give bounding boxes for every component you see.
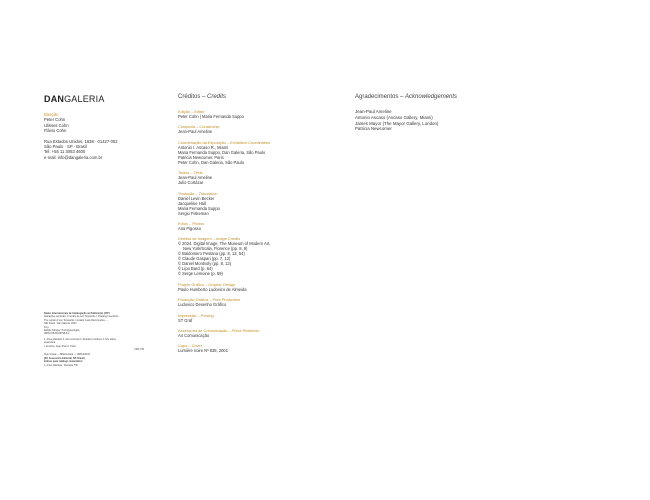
credit-line: Sergio Fiskeman	[178, 210, 209, 216]
credit-line: Peter Cohn | Maria Fernanda Suppo	[178, 114, 244, 119]
credit-label-pt: Tradução	[178, 190, 195, 196]
acknowledgements-list	[355, 109, 555, 132]
credit-label-en: Printing	[200, 312, 214, 318]
gallery-info	[44, 94, 164, 160]
credit-section	[178, 140, 328, 165]
credit-line: © Lipo Bard (p. 64)	[178, 266, 213, 272]
acknowledgements-column	[355, 94, 555, 132]
credit-label-en: Editor	[194, 109, 205, 114]
address-line: e-mail: info@dangaleria.com.br	[44, 154, 103, 160]
director-name: Ulisses Cohn	[44, 122, 69, 128]
credit-label-pt: Impressão	[178, 312, 197, 318]
cip-line: Sumi Costa — Bibliotecária — CRB-8/3013	[44, 353, 90, 357]
acknowledgement-line: Patricia Newcomer	[355, 126, 392, 132]
cip-line: americana	[44, 341, 56, 345]
credit-line: © Daniel Montvoly (pp. 8, 13)	[178, 261, 232, 267]
credit-label-pt: Direitos de Imagem	[178, 236, 212, 242]
acknowledgement-line: Jean-Paul Ameline	[355, 109, 392, 114]
credit-section	[178, 313, 328, 323]
credit-line: Ludovico Desenho Gráfico	[178, 302, 227, 308]
credit-section	[178, 343, 328, 353]
credit-line: A4 Comunicação	[178, 332, 210, 338]
credit-section	[178, 191, 328, 216]
credit-label-en: Curatorship	[199, 124, 220, 130]
credit-line: Antonio I. Ascaso R., Miami	[178, 144, 229, 150]
credit-line: Lumière noire Nº 838, 2001	[178, 348, 228, 354]
logo-bold: DAN	[44, 94, 65, 104]
cip-line: (SC Assessoria Editorial, SP, Brasil)	[44, 356, 85, 360]
credit-label-pt: Capa	[178, 343, 188, 349]
credit-line: Jean-Paul Ameline	[178, 129, 213, 135]
acknowledgement-line: James Mayor (The Mayor Gallery, London)	[355, 120, 439, 126]
gallery-address	[44, 139, 164, 161]
credit-label-en: Graphic Design	[208, 281, 236, 287]
gallery-logo	[44, 94, 164, 104]
credit-line: New York/Scala, Florence (pp. 8, 9)	[183, 246, 248, 252]
credit-label-en: Cover	[191, 343, 203, 349]
credit-line: Julio Cortázar	[178, 180, 204, 186]
credit-line: Jean-Paul Ameline	[178, 175, 213, 181]
cip-line: 64 p.	[44, 325, 50, 329]
credit-label-pt: Projeto Gráfico	[178, 281, 204, 287]
credit-label-pt: Fotos	[178, 220, 188, 226]
director-name: Flávio Cohn	[44, 128, 67, 134]
credit-line: © Serge Lemoine (p. 59)	[178, 271, 223, 277]
cip-line: 1. Artes plásticas 2. Arte concreta 3. Retratos cinéticos 4. Arte latino-	[44, 337, 117, 341]
credit-line: © Baldomero Pestana (pp. 8, 13, 54)	[178, 251, 245, 257]
credit-section	[178, 170, 328, 185]
cip-line: ISBN 978-65-88798-5-2	[44, 332, 70, 336]
credit-section	[178, 282, 328, 292]
credit-section	[178, 236, 328, 276]
credit-label: Fotos – Photos	[178, 220, 205, 226]
credit-label-pt: Curadoria	[178, 124, 196, 130]
credit-label-pt: Assessoria de Comunicação	[178, 327, 228, 333]
credit-label: Produção Gráfica – Print Production	[178, 297, 241, 303]
credit-section	[178, 109, 328, 119]
credit-label-pt: Edição	[178, 109, 190, 114]
credit-label-en: Image Credits	[216, 236, 241, 242]
director-name: Peter Cohn	[44, 117, 66, 123]
credit-line: Maria Fernanda Suppo, Dan Galeria, São Paulo	[178, 149, 266, 155]
credits-column	[178, 94, 328, 353]
credit-line: ST Graf	[178, 317, 193, 323]
acknowledgement-line: Antonio Ascaso (Ascaso Gallery, Miami)	[355, 114, 433, 120]
credit-label: Projeto Gráfico – Graphic Design	[178, 281, 236, 287]
cip-line: Dados Internacionais de Catalogação na Publicação (CIP)	[44, 312, 110, 315]
cip-line: I. Ameline, Jean-Paul II. Título	[44, 344, 76, 348]
credit-label: Coordenação da Exposição – Exhibition Coordination	[178, 139, 271, 145]
address-line: Tel: +55 11 3083 4600	[44, 149, 86, 155]
credit-line: Paulo Humberto Ludovico de Almeida	[178, 286, 247, 292]
credit-label: Capa – Cover	[178, 343, 203, 349]
credit-line: Patricia Newcomer, Paris	[178, 154, 224, 160]
credit-label-pt: Produção Gráfica	[178, 297, 209, 303]
credits-title: Créditos – Credits	[178, 94, 227, 100]
credit-label: Edição – Editor	[178, 109, 205, 114]
cip-line: The retrato of Luc Tomaszko / curador Jean-Paul Ameline. –	[44, 318, 108, 322]
logo-light: GALERIA	[64, 94, 105, 104]
credit-section	[178, 221, 328, 231]
direction-label: Direção	[44, 112, 59, 117]
credit-line: © 2024. Digital Image, The Museum of Modern Art,	[178, 241, 271, 247]
credit-label: Impressão – Printing	[178, 312, 214, 318]
credit-label-en: Translation	[198, 190, 218, 196]
credit-label-pt: Coordenação da Exposição	[178, 139, 226, 145]
credit-label-en: Press Relations	[231, 327, 259, 333]
credit-line: Maria Fernanda Suppo	[178, 205, 220, 211]
address-line: São Paulo · SP · Brasil	[44, 144, 87, 150]
cip-catalog-block	[44, 312, 144, 367]
credit-label-en: Exhibition Coordination	[230, 139, 271, 145]
credit-label: Assessoria de Comunicação – Press Relations	[178, 327, 259, 333]
cip-line: São Paulo : Dan Galeria, 2024	[44, 322, 77, 326]
credit-label: Tradução – Translation	[178, 190, 218, 196]
credit-line: Jacqueline Hall	[178, 200, 206, 206]
credit-label: Curadoria – Curatorship	[178, 124, 220, 130]
credit-section	[178, 328, 328, 338]
credit-line: Peter Cohn, Dan Galeria, São Paulo	[178, 159, 244, 165]
credit-label: Textos – Texts	[178, 170, 203, 176]
credit-label: Direitos de Imagem – Image Credits	[178, 236, 241, 242]
directors-list	[44, 117, 164, 133]
credit-label-en: Photos	[192, 220, 205, 226]
credit-section	[178, 124, 328, 134]
cip-line: Reinações Lenticias: O retrato de Lúc Tomaszko = Drawing Inventions	[44, 315, 119, 319]
cip-line: Índices para catálogo sistemático:	[44, 360, 84, 364]
credit-label-en: Print Production	[212, 297, 241, 303]
credit-label-en: Texts	[193, 170, 203, 176]
credit-sections	[178, 109, 328, 353]
credit-line: Ana Pigosso	[178, 225, 201, 231]
address-line: Rua Estados Unidos, 1638 · 01427-002	[44, 138, 118, 144]
credit-section	[178, 297, 328, 307]
acknowledgements-title: Agradecimentos – Acknowledgements	[355, 94, 458, 100]
credit-line: © Claude Gaspari (pp. 7, 12)	[178, 256, 231, 262]
cip-line: Edição bilíngue: Português/Inglês	[44, 329, 80, 333]
cip-line: 1. Artes plásticas : Retratos 730	[44, 363, 78, 367]
credit-line: Daniel Levin Becker	[178, 195, 215, 201]
cip-line: CDD 730	[134, 348, 144, 352]
credit-label-pt: Textos	[178, 170, 190, 176]
